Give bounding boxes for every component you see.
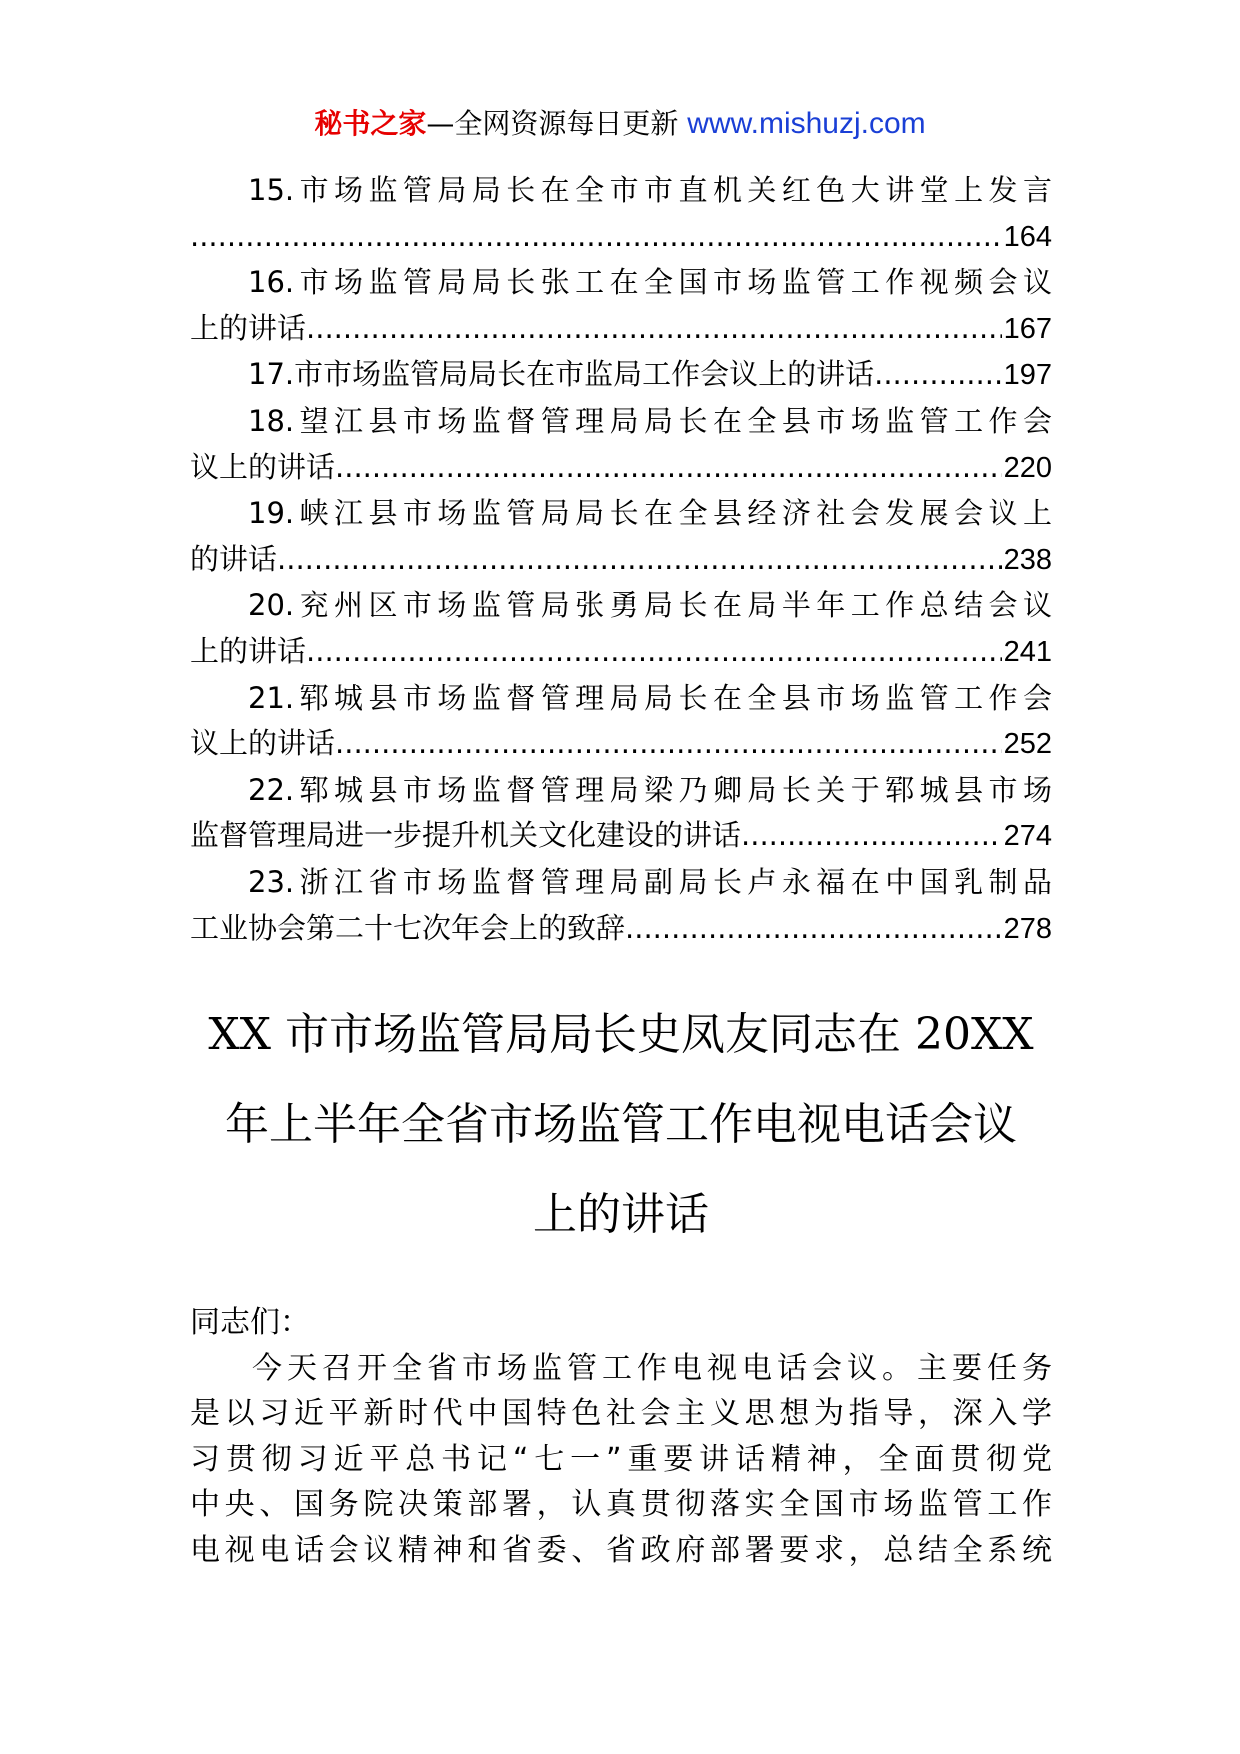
- toc-page-number: 220: [1003, 451, 1052, 484]
- toc-entry[interactable]: [190, 168, 1052, 260]
- toc-page-number: 278: [1003, 912, 1052, 945]
- speech-body: [190, 1300, 1052, 1573]
- toc-entry-title-cont: 上的讲话: [190, 310, 307, 345]
- brand-name: 秘书之家: [314, 107, 427, 140]
- site-url[interactable]: www.mishuzj.com: [687, 107, 926, 140]
- toc-entry-title-cont: 上的讲话: [190, 633, 307, 668]
- header-slogan: —全网资源每日更新: [426, 107, 679, 140]
- toc-entry-title-cont: 的讲话: [190, 541, 278, 576]
- paragraph-line: 习贯彻习近平总书记“七一”重要讲话精神，全面贯彻党: [190, 1441, 1052, 1477]
- toc-entry-title-cont: 工业协会第二十七次年会上的致辞: [190, 910, 626, 945]
- toc-entry-title: 16.市场监管局局长张工在全国市场监管工作视频会议: [248, 265, 1052, 300]
- toc-entry-title: 21.郓城县市场监督管理局局长在全县市场监管工作会: [248, 680, 1052, 715]
- title-line-3: 上的讲话: [533, 1189, 709, 1240]
- toc-entry[interactable]: [190, 399, 1052, 491]
- toc-entry[interactable]: [190, 676, 1052, 768]
- toc-entry[interactable]: [190, 860, 1052, 952]
- toc-leader-dots: [277, 537, 1002, 583]
- paragraph-line: 中央、国务院决策部署，认真贯彻落实全国市场监管工作: [190, 1487, 1052, 1522]
- toc-entry-title: 23.浙江省市场监督管理局副局长卢永福在中国乳制品: [248, 864, 1052, 899]
- toc-leader-dots: [335, 721, 1002, 767]
- site-header: [0, 104, 1240, 144]
- toc-leader-dots: [306, 306, 1002, 352]
- paragraph-line: 是以习近平新时代中国特色社会主义思想为指导，深入学: [190, 1396, 1052, 1431]
- toc-entry-title: 18.望江县市场监督管理局局长在全县市场监管工作会: [248, 403, 1052, 438]
- toc-entry[interactable]: [190, 260, 1052, 352]
- toc-entry[interactable]: [190, 491, 1052, 583]
- toc-entry-title: 17.市市场监管局局长在市监局工作会议上的讲话: [248, 357, 875, 392]
- toc-leader-dots: [625, 906, 1002, 952]
- toc-leader-dots: [741, 813, 1002, 859]
- toc-entry-title-cont: 议上的讲话: [190, 726, 336, 761]
- toc-entry-title: 22.郓城县市场监督管理局梁乃卿局长关于郓城县市场: [248, 772, 1052, 807]
- toc-entry-title-cont: 议上的讲话: [190, 449, 336, 484]
- toc-leader-dots: [306, 629, 1002, 675]
- toc-entry[interactable]: [190, 352, 1052, 399]
- toc-page-number: 167: [1003, 312, 1052, 345]
- toc-entry-title: 15.市场监管局局长在全市市直机关红色大讲堂上发言: [248, 173, 1052, 207]
- salutation: 同志们：: [190, 1305, 310, 1340]
- toc-page-number: 197: [1003, 359, 1052, 392]
- toc-page-number: 274: [1003, 820, 1052, 853]
- toc-page-number: 238: [1003, 543, 1052, 576]
- toc-page-number: 164: [1003, 220, 1052, 253]
- toc-entry[interactable]: [190, 583, 1052, 675]
- title-line-1: XX 市市场监管局局长史凤友同志在 20XX: [208, 1009, 1034, 1060]
- document-title: [190, 990, 1052, 1260]
- toc-page-number: 252: [1003, 728, 1052, 761]
- table-of-contents: [190, 168, 1052, 952]
- toc-leader-dots: [190, 214, 1002, 260]
- paragraph-line: 今天召开全省市场监管工作电视电话会议。主要任务: [252, 1350, 1052, 1386]
- toc-entry-title: 20.兖州区市场监管局张勇局长在局半年工作总结会议: [248, 588, 1052, 623]
- toc-page-number: 241: [1003, 635, 1052, 668]
- title-line-2: 年上半年全省市场监管工作电视电话会议: [225, 1099, 1017, 1150]
- toc-leader-dots: [335, 445, 1002, 491]
- toc-entry[interactable]: [190, 768, 1052, 860]
- toc-entry-title-cont: 监督管理局进一步提升机关文化建设的讲话: [190, 818, 742, 853]
- paragraph-line: 电视电话会议精神和省委、省政府部署要求，总结全系统: [190, 1532, 1052, 1568]
- toc-entry-title: 19.峡江县市场监管局局长在全县经济社会发展会议上: [248, 496, 1052, 531]
- toc-leader-dots: [874, 352, 1001, 398]
